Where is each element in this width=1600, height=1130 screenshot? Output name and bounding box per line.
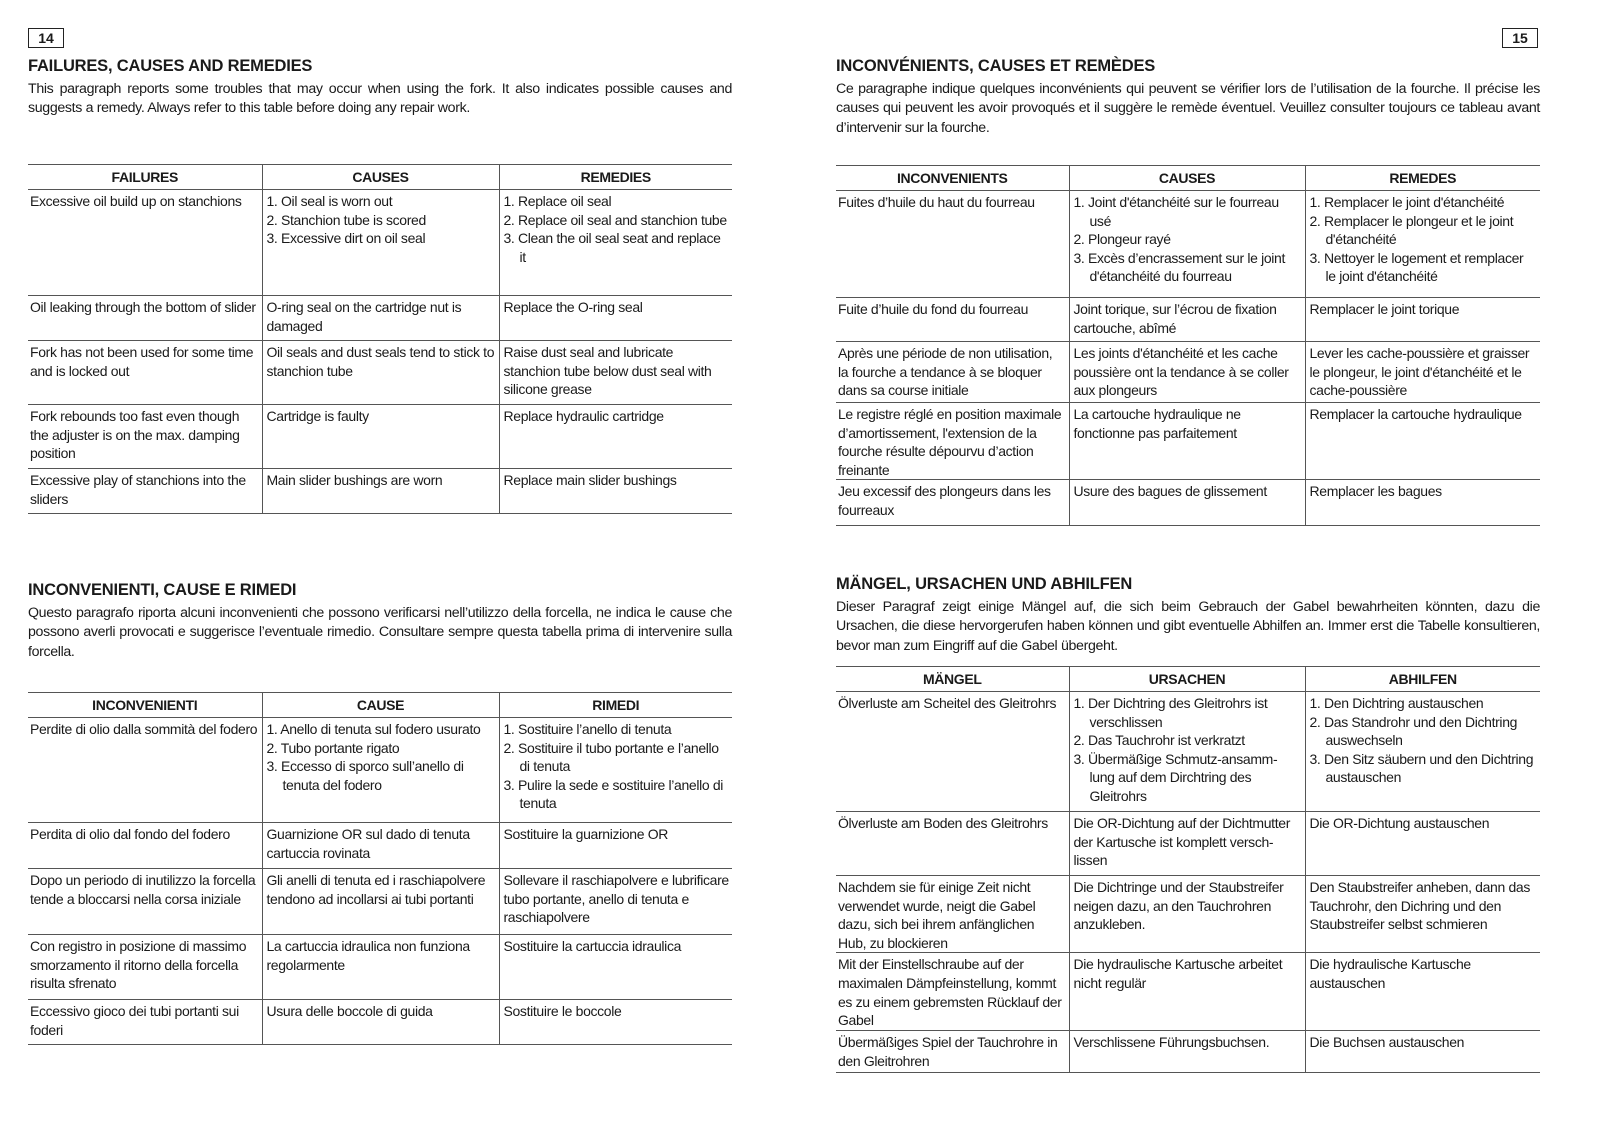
table-row <box>836 692 1540 812</box>
remedy-cell <box>499 718 732 823</box>
column-header: MÄNGEL <box>836 667 1069 692</box>
remedy-cell: Lever les cache-poussière et graisser le plongeur, le joint d'étanchéité et le cache-poussière <box>1305 342 1540 403</box>
cause-cell: La cartuccia idraulica non funziona regolarmente <box>262 935 499 1000</box>
column-header: CAUSES <box>262 165 499 190</box>
remedy-cell: Sostituire le boccole <box>499 1000 732 1045</box>
cause-cell: O-ring seal on the cartridge nut is damaged <box>262 296 499 341</box>
column-header: CAUSES <box>1069 166 1305 191</box>
list-item: 2. Remplacer le plongeur et le joint d'étanchéité <box>1309 212 1514 248</box>
table-row <box>28 296 732 341</box>
column-header: INCONVENIENTI <box>28 693 262 718</box>
remedy-cell: Sollevare il raschiapolvere e lubrificare tubo portante, anello di tenuta e raschiapolvere <box>499 869 732 935</box>
cause-cell: Die Dichtringe und der Staubstreifer neigen dazu, an den Tauchrohren anzukleben. <box>1069 876 1305 953</box>
failure-cell: Le registre réglé en position maximale d’amortissement, l'extension de la fourche résulte dépourvu d’action freinante <box>836 403 1069 480</box>
remedy-cell: Raise dust seal and lubricate stanchion tube below dust seal with silicone grease <box>499 341 732 405</box>
troubleshooting-table-de <box>836 666 1540 1073</box>
section-intro: Dieser Paragraf zeigt einige Mängel auf, die sich beim Gebrauch der Gabel bewahrheiten könnten, dazu die Ursachen, die diese hervorgerufen haben können und gibt eventuelle Abhilfen an. Immer erst die Tabelle konsultieren, bevor man zum Eingriff auf die Gabel übergeht. <box>836 599 1540 654</box>
section-intro: Questo paragrafo riporta alcuni inconvenienti che possono verificarsi nell’utilizzo della forcella, ne indica le cause che possono averli provocati e suggerisce l’eventuale rimedio. Consultare sempre questa tabella prima di intervenire sulla forcella. <box>28 605 732 660</box>
failure-cell: Con registro in posizione di massimo smorzamento il ritorno della forcella risulta sfrenato <box>28 935 262 1000</box>
failure-cell: Fork has not been used for some time and is locked out <box>28 341 262 405</box>
failure-cell: Nachdem sie für einige Zeit nicht verwendet wurde, neigt die Gabel dazu, sich bei ihrem anfänglichen Hub, zu blockieren <box>836 876 1069 953</box>
remedy-cell: Die OR-Dichtung austauschen <box>1305 812 1540 876</box>
troubleshooting-table-fr <box>836 165 1540 526</box>
table-row <box>836 812 1540 876</box>
remedy-cell: Replace main slider bushings <box>499 469 732 514</box>
list-item: 2. Sostituire il tubo portante e l’anello di tenuta <box>503 739 719 775</box>
cause-cell: Guarnizione OR sul dado di tenuta cartuccia rovinata <box>262 823 499 869</box>
cause-cell: Verschlissene Führungsbuchsen. <box>1069 1031 1305 1073</box>
list-item: 1. Joint d'étanchéité sur le fourreau usé <box>1073 194 1279 229</box>
column-header: ABHILFEN <box>1305 667 1540 692</box>
section-title: INCONVENIENTI, CAUSE E RIMEDI <box>28 581 297 599</box>
table-row <box>28 869 732 935</box>
list-item: 1. Anello di tenuta sul fodero usurato <box>266 721 481 737</box>
list-item: 1. Replace oil seal <box>503 193 612 209</box>
list-item: 1. Remplacer le joint d'étanchéité <box>1309 194 1505 210</box>
table-row <box>836 298 1540 342</box>
cause-cell: Les joints d'étanchéité et les cache poussière ont la tendance à se coller aux plongeurs <box>1069 342 1305 403</box>
column-header: CAUSE <box>262 693 499 718</box>
list-item: 2. Replace oil seal and stanchion tube <box>503 211 727 228</box>
table-row <box>28 935 732 1000</box>
column-header: RIMEDI <box>499 693 732 718</box>
list-item: 3. Nettoyer le logement et remplacer le joint d'étanchéité <box>1309 249 1524 285</box>
failure-cell: Oil leaking through the bottom of slider <box>28 296 262 341</box>
failure-cell: Excessive oil build up on stanchions <box>28 190 262 296</box>
remedy-cell: Sostituire la cartuccia idraulica <box>499 935 732 1000</box>
table-row <box>28 823 732 869</box>
list-item: 3. Excessive dirt on oil seal <box>266 230 426 247</box>
list-item: 3. Übermäßige Schmutz-ansamm-lung auf dem Dirchtring des Gleitrohrs <box>1073 750 1278 804</box>
remedy-cell <box>1305 191 1540 298</box>
list-item: 3. Clean the oil seal seat and replace it <box>503 230 721 265</box>
table-header-row <box>836 166 1540 191</box>
table-header-row <box>28 165 732 190</box>
remedy-cell: Remplacer les bagues <box>1305 480 1540 526</box>
table-row <box>28 405 732 469</box>
table-row <box>28 190 732 296</box>
cause-cell: Cartridge is faulty <box>262 405 499 469</box>
column-header: URSACHEN <box>1069 667 1305 692</box>
table-header-row <box>836 667 1540 692</box>
cause-cell: Joint torique, sur l’écrou de fixation cartouche, abîmé <box>1069 298 1305 342</box>
failure-cell: Jeu excessif des plongeurs dans les fourreaux <box>836 480 1069 526</box>
table-header-row <box>28 693 732 718</box>
remedy-cell: Replace hydraulic cartridge <box>499 405 732 469</box>
failure-cell: Fuite d’huile du fond du fourreau <box>836 298 1069 342</box>
table-row <box>836 191 1540 298</box>
table-row <box>836 953 1540 1031</box>
remedy-cell: Remplacer le joint torique <box>1305 298 1540 342</box>
failure-cell: Après une période de non utilisation, la fourche a tendance à se bloquer dans sa course initiale <box>836 342 1069 403</box>
list-item: 3. Pulire la sede e sostituire l’anello di tenuta <box>503 776 724 812</box>
cause-cell <box>1069 191 1305 298</box>
table-row <box>836 876 1540 953</box>
table-row <box>28 718 732 823</box>
failure-cell: Dopo un periodo di inutilizzo la forcella tende a bloccarsi nella corsa iniziale <box>28 869 262 935</box>
list-item: 3. Den Sitz säubern und den Dichtring austauschen <box>1309 750 1534 786</box>
section-title: MÄNGEL, URSACHEN UND ABHILFEN <box>836 575 1133 593</box>
failure-cell: Perdita di olio dal fondo del fodero <box>28 823 262 869</box>
section-title: INCONVÉNIENTS, CAUSES ET REMÈDES <box>836 57 1156 75</box>
list-item: 1. Sostituire l’anello di tenuta <box>503 721 672 737</box>
table-row <box>28 469 732 514</box>
list-item: 2. Tubo portante rigato <box>266 739 400 756</box>
failure-cell: Übermäßiges Spiel der Tauchrohre in den Gleitrohren <box>836 1031 1069 1073</box>
troubleshooting-table-it <box>28 692 732 1045</box>
cause-cell <box>262 190 499 296</box>
column-header: FAILURES <box>28 165 262 190</box>
cause-cell: Gli anelli di tenuta ed i raschiapolvere tendono ad incollarsi ai tubi portanti <box>262 869 499 935</box>
list-item: 3. Eccesso di sporco sull’anello di tenuta del fodero <box>266 758 464 793</box>
section-en <box>28 56 732 119</box>
section-title: FAILURES, CAUSES AND REMEDIES <box>28 57 313 75</box>
cause-cell: Usure des bagues de glissement <box>1069 480 1305 526</box>
remedy-cell: Remplacer la cartouche hydraulique <box>1305 403 1540 480</box>
cause-cell <box>262 718 499 823</box>
remedy-cell <box>499 190 732 296</box>
failure-cell: Fork rebounds too fast even though the adjuster is on the max. damping position <box>28 405 262 469</box>
failure-cell: Mit der Einstellschraube auf der maximalen Dämpfeinstellung, kommt es zu einem gebremsten Rücklauf der Gabel <box>836 953 1069 1031</box>
remedy-cell: Die Buchsen austauschen <box>1305 1031 1540 1073</box>
failure-cell: Ölverluste am Boden des Gleitrohrs <box>836 812 1069 876</box>
cause-cell <box>1069 692 1305 812</box>
table-row <box>28 341 732 405</box>
list-item: 1. Oil seal is worn out <box>266 193 393 209</box>
cause-cell: Oil seals and dust seals tend to stick to stanchion tube <box>262 341 499 405</box>
remedy-cell: Replace the O-ring seal <box>499 296 732 341</box>
section-intro: Ce paragraphe indique quelques inconvénients qui peuvent se vérifier lors de l’utilisation de la fourche. Il précise les causes qui peuvent les avoir provoqués et il suggère le remède éventuel. Veuillez consulter toujours ce tableau avant d’intervenir sur la fourche. <box>836 81 1540 136</box>
page-number-right: 15 <box>1502 28 1538 48</box>
section-intro: This paragraph reports some troubles that may occur when using the fork. It also indicates possible causes and suggests a remedy. Always refer to this table before doing any repair work. <box>28 81 732 117</box>
cause-cell: La cartouche hydraulique ne fonctionne pas parfaitement <box>1069 403 1305 480</box>
section-it <box>28 580 732 662</box>
column-header: REMEDIES <box>499 165 732 190</box>
section-fr <box>836 56 1540 138</box>
failure-cell: Eccessivo gioco dei tubi portanti sui foderi <box>28 1000 262 1045</box>
list-item: 2. Plongeur rayé <box>1073 231 1171 248</box>
failure-cell: Perdite di olio dalla sommità del fodero <box>28 718 262 823</box>
list-item: 1. Den Dichtring austauschen <box>1309 695 1484 711</box>
failure-cell: Excessive play of stanchions into the sliders <box>28 469 262 514</box>
list-item: 2. Das Tauchrohr ist verkratzt <box>1073 732 1245 749</box>
list-item: 1. Der Dichtring des Gleitrohrs ist verschlissen <box>1073 695 1268 730</box>
table-row <box>836 342 1540 403</box>
table-row <box>836 480 1540 526</box>
failure-cell: Ölverluste am Scheitel des Gleitrohrs <box>836 692 1069 812</box>
column-header: REMEDES <box>1305 166 1540 191</box>
remedy-cell: Sostituire la guarnizione OR <box>499 823 732 869</box>
cause-cell: Main slider bushings are worn <box>262 469 499 514</box>
table-row <box>836 1031 1540 1073</box>
failure-cell: Fuites d’huile du haut du fourreau <box>836 191 1069 298</box>
cause-cell: Die hydraulische Kartusche arbeitet nicht regulär <box>1069 953 1305 1031</box>
table-row <box>836 403 1540 480</box>
troubleshooting-table-en <box>28 164 732 514</box>
table-row <box>28 1000 732 1045</box>
list-item: 3. Excès d’encrassement sur le joint d'étanchéité du fourreau <box>1073 249 1286 285</box>
section-de <box>836 574 1540 656</box>
cause-cell: Die OR-Dichtung auf der Dichtmutter der Kartusche ist komplett versch-lissen <box>1069 812 1305 876</box>
remedy-cell: Die hydraulische Kartusche austauschen <box>1305 953 1540 1031</box>
remedy-cell: Den Staubstreifer anheben, dann das Tauchrohr, den Dichring und den Staubstreifer selbst schmieren <box>1305 876 1540 953</box>
list-item: 2. Stanchion tube is scored <box>266 211 426 228</box>
column-header: INCONVENIENTS <box>836 166 1069 191</box>
cause-cell: Usura delle boccole di guida <box>262 1000 499 1045</box>
page-number-left: 14 <box>28 28 64 48</box>
list-item: 2. Das Standrohr und den Dichtring auswechseln <box>1309 713 1518 749</box>
remedy-cell <box>1305 692 1540 812</box>
